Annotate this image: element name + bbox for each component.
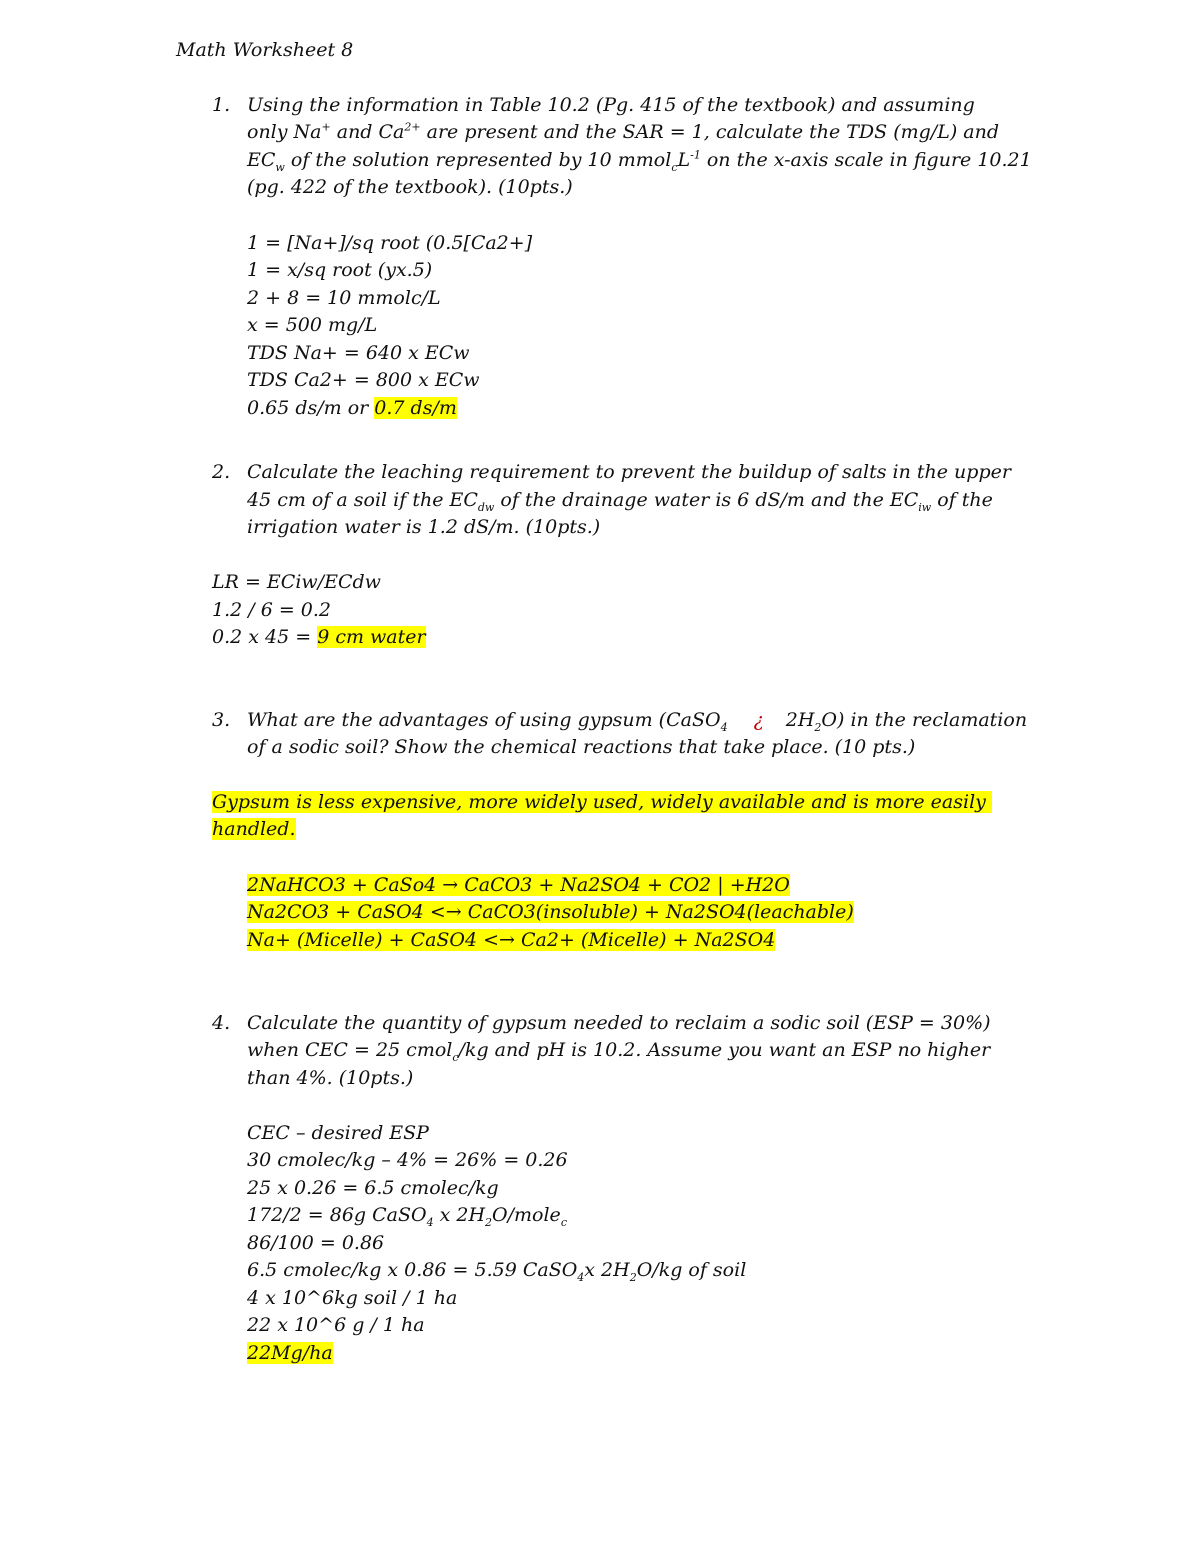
question-2-line-3: irrigation water is 1.2 dS/m. (10pts.) — [247, 516, 601, 538]
question-1-number: 1. — [212, 94, 231, 116]
q1-work-line: 1 = [Na+]/sq root (0.5[Ca2+] — [247, 232, 533, 254]
q1-work-line: TDS Ca2+ = 800 x ECw — [247, 369, 480, 391]
q2-highlighted-answer: 9 cm water — [317, 626, 426, 648]
q3-reaction — [247, 899, 854, 926]
question-3-line-1: What are the advantages of using gypsum (CaSO$_4$ ¿ $2H_2O$) in the reclamation — [247, 709, 1028, 734]
question-2-line-2: 45 cm of a soil if the $EC_{dw}$ of the drainage water is 6 dS/m and the $EC_{iw}$ of the — [247, 489, 993, 514]
q4-work-line: CEC – desired ESP — [247, 1122, 429, 1144]
question-4-line-1: Calculate the quantity of gypsum needed to reclaim a sodic soil (ESP = 30%) — [247, 1012, 991, 1034]
question-4-line-2: when CEC = 25 cmol$_c$/kg and pH is 10.2. Assume you want an ESP no higher — [247, 1039, 991, 1064]
q3-answer-line — [212, 789, 992, 816]
q1-work-line: 1 = x/sq root (yx.5) — [247, 259, 433, 281]
unknown-glyph-icon: ¿ — [753, 709, 764, 731]
question-3-number: 3. — [212, 709, 231, 731]
q4-work-line: 25 x 0.26 = 6.5 cmolec/kg — [247, 1177, 499, 1199]
q3-highlighted-answer: handled. — [212, 818, 296, 840]
q2-answer-line: 0.2 x 45 = 9 cm water — [212, 626, 426, 648]
q3-reaction — [247, 872, 790, 899]
q3-reaction-highlight: 2NaHCO3 + CaSo4 → CaCO3 + Na2SO4 + CO2 | +H2O — [247, 874, 790, 896]
q2-work-line: 1.2 / 6 = 0.2 — [212, 599, 332, 621]
question-1-line-4: (pg. 422 of the textbook). (10pts.) — [247, 176, 573, 198]
q2-work-line: LR = ECiw/ECdw — [212, 571, 381, 593]
q4-answer-line — [247, 1340, 333, 1367]
q1-answer-line: 0.65 ds/m or 0.7 ds/m — [247, 397, 457, 419]
q3-answer-line — [212, 816, 296, 843]
question-1-line-1: Using the information in Table 10.2 (Pg. 415 of the textbook) and assuming — [247, 94, 975, 116]
q3-reaction — [247, 927, 775, 954]
q1-work-line: 2 + 8 = 10 mmolc/L — [247, 287, 441, 309]
q3-reaction-highlight: Na2CO3 + CaSO4 <→ CaCO3(insoluble) + Na2SO4(leachable) — [247, 901, 854, 923]
q1-highlighted-answer: 0.7 ds/m — [374, 397, 457, 419]
question-4-number: 4. — [212, 1012, 231, 1034]
q4-highlighted-answer: 22Mg/ha — [247, 1342, 333, 1364]
q1-work-line: TDS Na+ = 640 x ECw — [247, 342, 470, 364]
question-4-line-3: than 4%. (10pts.) — [247, 1067, 414, 1089]
q4-work-line: 22 x 10^6 g / 1 ha — [247, 1314, 425, 1336]
question-1-line-2: only Na+ and $Ca^{2+}$ are present and the SAR = 1, calculate the TDS (mg/L) and — [247, 120, 1000, 143]
q3-highlighted-answer: Gypsum is less expensive, more widely used, widely available and is more easily — [212, 791, 992, 813]
q4-work-line: 30 cmolec/kg – 4% = 26% = 0.26 — [247, 1149, 568, 1171]
question-2-line-1: Calculate the leaching requirement to prevent the buildup of salts in the upper — [247, 461, 1011, 483]
q4-work-line: 172/2 = 86g CaSO$_4$ x $2H_2O/mole_c$ — [247, 1204, 567, 1229]
q4-work-line: 4 x 10^6kg soil / 1 ha — [247, 1287, 458, 1309]
q1-work-line: x = 500 mg/L — [247, 314, 378, 336]
question-1-line-3: $EC_w$ of the solution represented by 10 $mmol_cL^{-1}$ on the x-axis scale in figure 10.21 — [247, 148, 1032, 174]
question-3-line-2: of a sodic soil? Show the chemical reactions that take place. (10 pts.) — [247, 736, 916, 758]
q3-reaction-highlight: Na+ (Micelle) + CaSO4 <→ Ca2+ (Micelle) + Na2SO4 — [247, 929, 776, 951]
question-2-number: 2. — [212, 461, 231, 483]
q4-work-line: 86/100 = 0.86 — [247, 1232, 385, 1254]
q4-work-line: 6.5 cmolec/kg x 0.86 = 5.59 CaSO$_4$x $2H_2O/kg$ of soil — [247, 1259, 747, 1284]
page-title: Math Worksheet 8 — [176, 39, 354, 61]
